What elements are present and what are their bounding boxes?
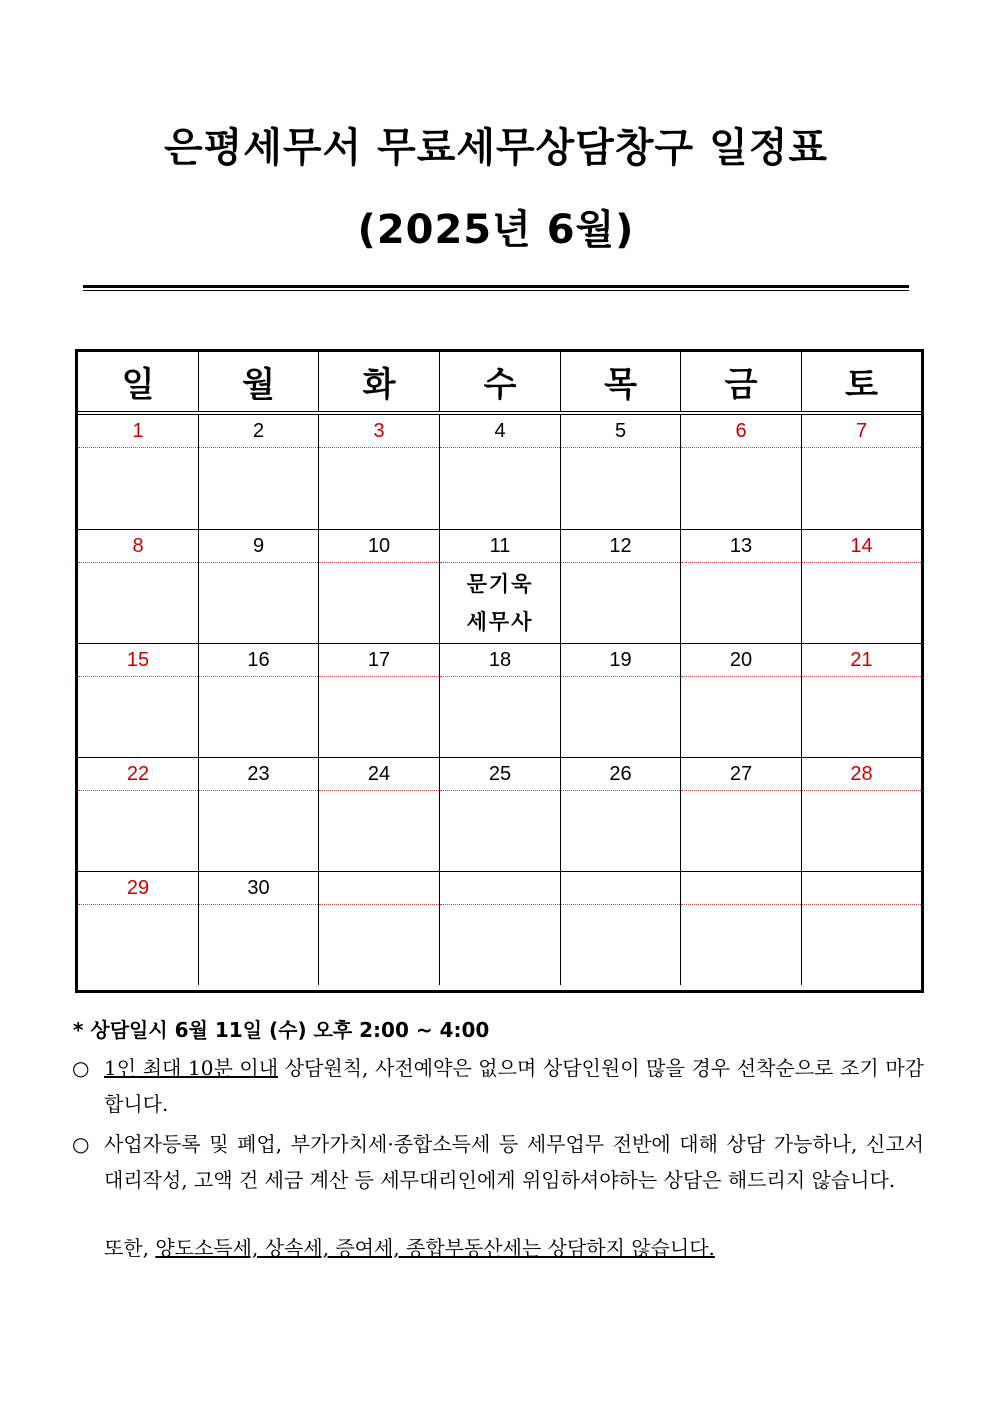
note-3-prefix: 또한,: [104, 1236, 156, 1260]
calendar-day-cell: [319, 415, 440, 529]
calendar-day-cell: [199, 644, 319, 757]
day-number: 15: [78, 644, 198, 677]
consultant-event: [440, 565, 560, 641]
calendar-day-cell: [319, 530, 440, 643]
note-3: [104, 1230, 956, 1266]
calendar-day-cell: [561, 758, 681, 871]
consultant-title: 세무사: [466, 609, 534, 634]
calendar-day-cell: [681, 872, 802, 985]
note-2-text: 사업자등록 및 폐업, 부가가치세·종합소득세 등 세무업무 전반에 대해 상담 가능하나, 신고서 대리작성, 고액 건 세금 계산 등 세무대리인에게 위임하셔야하는 상담은 해드리지 않습니다.: [104, 1132, 924, 1192]
weekday-header: 월: [199, 352, 319, 411]
weekday-header: 금: [681, 352, 802, 411]
note-3-underlined: 양도소득세, 상속세, 증여세, 종합부동산세는 상담하지 않습니다.: [155, 1236, 715, 1260]
day-number: 29: [78, 872, 198, 905]
calendar-week-row: [78, 871, 921, 985]
day-number: 26: [561, 758, 680, 791]
day-number: 11: [440, 530, 560, 563]
page-title: 은평세무서 무료세무상담창구 일정표: [163, 125, 829, 171]
day-number: 27: [681, 758, 801, 791]
day-number: 30: [199, 872, 318, 905]
day-number: 10: [319, 530, 439, 563]
circle-bullet-icon: ○: [72, 1132, 90, 1156]
calendar-day-cell: [681, 644, 802, 757]
day-number: 19: [561, 644, 680, 677]
note-1: [72, 1050, 924, 1122]
day-number: [319, 872, 439, 905]
calendar-table: [75, 349, 924, 993]
day-number: 5: [561, 415, 680, 448]
calendar-week-row: [78, 529, 921, 643]
calendar-day-cell: [78, 530, 199, 643]
calendar-day-cell: [802, 758, 921, 871]
calendar-day-cell: [440, 872, 561, 985]
title-divider-thin: [83, 290, 909, 291]
calendar-day-cell: [199, 758, 319, 871]
calendar-day-cell: [440, 758, 561, 871]
calendar-day-cell: [440, 530, 561, 643]
day-number: 1: [78, 415, 198, 448]
day-number: 7: [802, 415, 921, 448]
day-number: 4: [440, 415, 560, 448]
day-number: 28: [802, 758, 921, 791]
calendar-day-cell: [561, 872, 681, 985]
day-number: 3: [319, 415, 439, 448]
calendar-day-cell: [78, 758, 199, 871]
day-number: 14: [802, 530, 921, 563]
day-number: 13: [681, 530, 801, 563]
calendar-day-cell: [681, 530, 802, 643]
calendar-day-cell: [440, 415, 561, 529]
day-number: 22: [78, 758, 198, 791]
day-number: 25: [440, 758, 560, 791]
day-number: 8: [78, 530, 198, 563]
calendar-day-cell: [78, 644, 199, 757]
day-number: 23: [199, 758, 318, 791]
day-number: 20: [681, 644, 801, 677]
day-number: 12: [561, 530, 680, 563]
calendar-day-cell: [802, 530, 921, 643]
weekday-header: 화: [319, 352, 440, 411]
day-number: 6: [681, 415, 801, 448]
day-number: 2: [199, 415, 318, 448]
day-number: [561, 872, 680, 905]
weekday-header: 수: [440, 352, 561, 411]
calendar-week-row: [78, 757, 921, 871]
day-number: 24: [319, 758, 439, 791]
day-number: 9: [199, 530, 318, 563]
calendar-day-cell: [802, 415, 921, 529]
calendar-day-cell: [78, 415, 199, 529]
calendar-day-cell: [561, 644, 681, 757]
calendar-day-cell: [319, 644, 440, 757]
note-2: [72, 1126, 924, 1198]
weekday-header: 목: [561, 352, 681, 411]
day-number: 21: [802, 644, 921, 677]
day-number: [681, 872, 801, 905]
calendar-day-cell: [681, 415, 802, 529]
title-divider-thick: [83, 285, 909, 288]
day-number: [802, 872, 921, 905]
calendar-day-cell: [78, 872, 199, 985]
calendar-day-cell: [802, 644, 921, 757]
day-number: [440, 872, 560, 905]
note-1-text: 상담원칙, 사전예약은 없으며 상담인원이 많을 경우 선착순으로 조기 마감합니다.: [104, 1056, 924, 1116]
calendar-day-cell: [199, 415, 319, 529]
calendar-day-cell: [319, 758, 440, 871]
calendar-day-cell: [802, 872, 921, 985]
calendar-day-cell: [199, 530, 319, 643]
calendar-week-row: [78, 643, 921, 757]
consultation-schedule: * 상담일시 6월 11일 (수) 오후 2:00 ~ 4:00: [73, 1018, 490, 1042]
weekday-header: 일: [78, 352, 199, 411]
day-number: 17: [319, 644, 439, 677]
calendar-day-cell: [681, 758, 802, 871]
calendar-day-cell: [319, 872, 440, 985]
calendar-header-row: [78, 352, 921, 415]
page-subtitle: (2025년 6월): [357, 207, 635, 253]
calendar-week-row: [78, 415, 921, 529]
circle-bullet-icon: ○: [72, 1056, 90, 1080]
day-number: 16: [199, 644, 318, 677]
calendar-day-cell: [561, 415, 681, 529]
consultant-name: 문기욱: [466, 571, 534, 596]
weekday-header: 토: [845, 365, 878, 405]
calendar-day-cell: [561, 530, 681, 643]
calendar-day-cell: [199, 872, 319, 985]
calendar-day-cell: [440, 644, 561, 757]
day-number: 18: [440, 644, 560, 677]
note-1-underlined: 1인 최대 10분 이내: [104, 1056, 279, 1080]
